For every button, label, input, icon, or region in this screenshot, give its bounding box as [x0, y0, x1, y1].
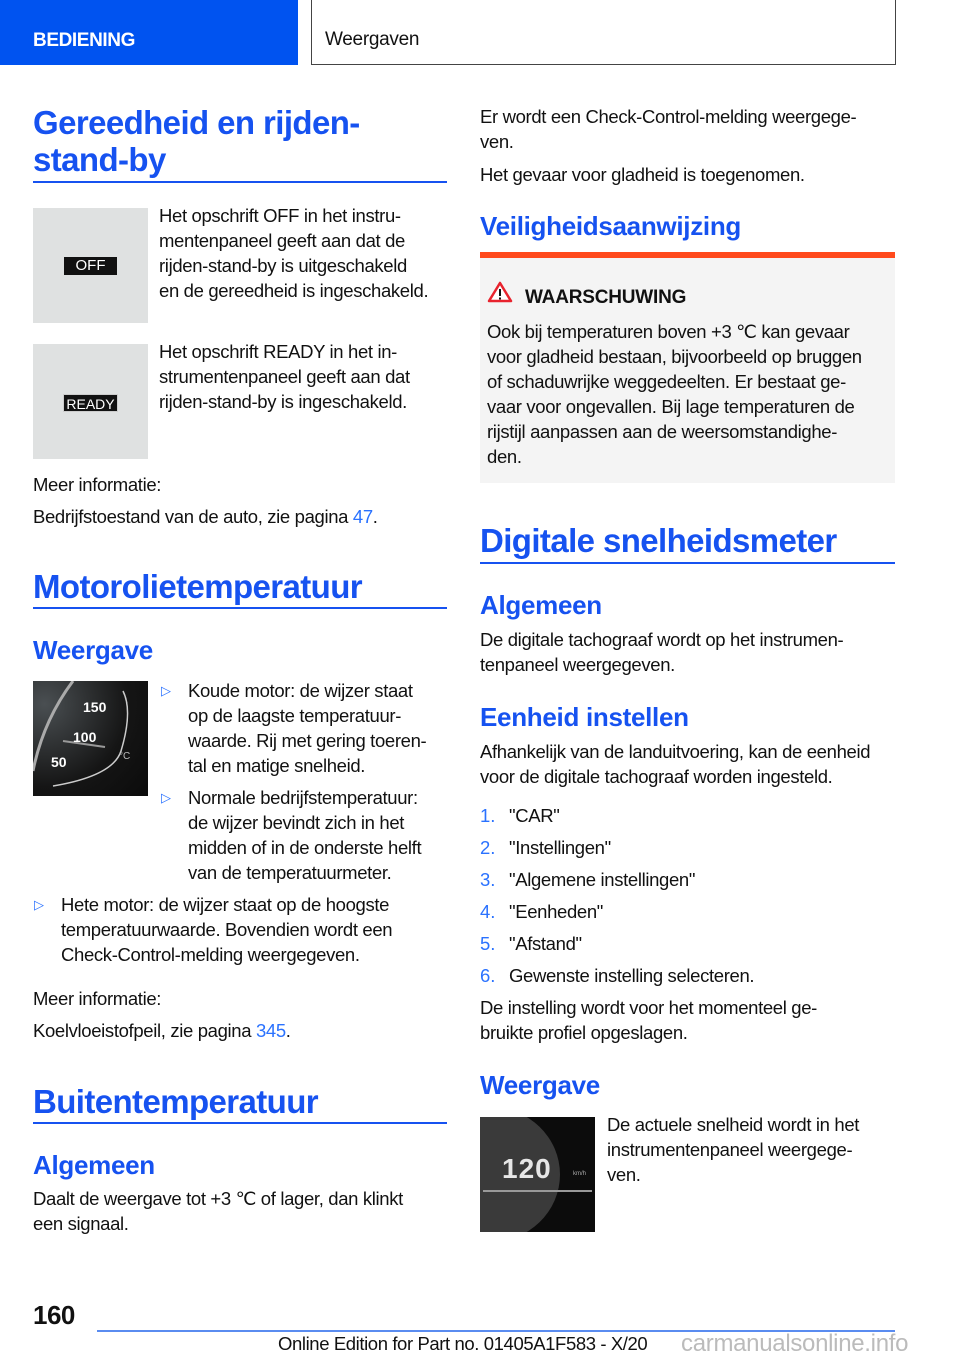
step-text: Gewenste instelling selecteren. — [509, 965, 755, 986]
ref-end: . — [285, 1020, 291, 1041]
heading-rule — [33, 1122, 447, 1124]
speed-display-text: De actuele snelheid wordt in het instrumentenpaneel weergege- ven. — [607, 1114, 860, 1185]
step-text: "Afstand" — [509, 933, 582, 954]
more-info-label: Meer informatie: — [33, 474, 162, 495]
section-label: BEDIENING — [33, 30, 135, 51]
bullet-normal-temp: Normale bedrijfstemperatuur: de wijzer bevindt zich in het midden of in de onderste helft van de temperatuurmeter. — [188, 787, 422, 883]
warning-triangle-icon — [487, 281, 513, 303]
bullet-icon: ▷ — [161, 683, 171, 698]
page-link-345[interactable]: 345 — [255, 1020, 286, 1041]
subsection-box — [311, 0, 896, 65]
heading-safety: Veiligheidsaanwijzing — [480, 211, 741, 241]
warning-text: Ook bij temperaturen boven +3 ℃ kan gevaar voor gladheid bestaan, bijvoorbeeld op bruggen of schaduwrijke weggedeelten. Er bestaat ge- vaar voor ongevallen. Bij lage temperaturen de rijstijl aanpassen aan de weersomstandighe- den. — [487, 321, 862, 467]
watermark: carmanualsonline.info — [681, 1330, 909, 1357]
bullet-hot-engine: Hete motor: de wijzer staat op de hoogste temperatuurwaarde. Bovendien wordt een Check-Control-melding weergegeven. — [61, 894, 393, 965]
more-info-label: Meer informatie: — [33, 988, 162, 1009]
gauge-50: 50 — [51, 754, 67, 770]
speed-display-image — [480, 1117, 595, 1232]
step-text: "Eenheden" — [509, 901, 603, 922]
heading-outside-temperature: Buitentemperatuur — [33, 1083, 318, 1120]
general-text: De digitale tachograaf wordt op het instrumen- tenpaneel weergegeven. — [480, 629, 844, 675]
subheading-display: Weergave — [480, 1070, 600, 1100]
ref-end: . — [372, 506, 378, 527]
gauge-150: 150 — [83, 699, 107, 715]
speed-unit: km/h — [573, 1171, 587, 1177]
unit-text: Afhankelijk van de landuitvoering, kan de eenheid voor de digitale tachograaf worden ingesteld. — [480, 741, 871, 787]
page-number: 160 — [33, 1300, 75, 1330]
gauge-100: 100 — [73, 729, 97, 745]
heading-digital-speedometer: Digitale snelheidsmeter — [480, 522, 837, 559]
profile-saved-text: De instelling wordt voor het momenteel ge- bruikte profiel opgeslagen. — [480, 997, 817, 1043]
step-text: "Instellingen" — [509, 837, 611, 858]
page-link-47[interactable]: 47 — [352, 506, 373, 527]
more-info-ref — [33, 504, 378, 529]
more-info-ref — [33, 1018, 291, 1043]
heading-standby: Gereedheid en rijden- stand-by — [33, 104, 360, 178]
off-indicator-image — [33, 208, 148, 323]
step-number: 1. — [480, 805, 496, 826]
subheading-set-unit: Eenheid instellen — [480, 702, 689, 732]
step-number: 4. — [480, 901, 496, 922]
edition-text: Online Edition for Part no. 01405A1F583 - X/20 — [278, 1333, 648, 1354]
heading-rule — [33, 607, 447, 609]
off-badge: OFF — [64, 257, 117, 275]
bullet-cold-engine: Koude motor: de wijzer staat op de laagste temperatuur- waarde. Rij met gering toeren- tal en matige snelheid. — [188, 680, 427, 776]
ready-badge: READY — [63, 394, 118, 412]
step-number: 3. — [480, 869, 496, 890]
step-number: 5. — [480, 933, 496, 954]
outside-temp-text: Daalt de weergave tot +3 ℃ of lager, dan klinkt een signaal. — [33, 1188, 403, 1234]
bullet-icon: ▷ — [34, 897, 44, 912]
ref-text: Koelvloeistofpeil, zie pagina — [33, 1020, 256, 1041]
off-description: Het opschrift OFF in het instru- mentenpaneel geeft aan dat de rijden-stand-by is uitgeschakeld en de gereedheid is ingeschakeld. — [159, 205, 429, 301]
oil-gauge-image — [33, 681, 148, 796]
gauge-unit: °C — [119, 751, 131, 762]
step-number: 2. — [480, 837, 496, 858]
ref-text: Bedrijfstoestand van de auto, zie pagina — [33, 506, 353, 527]
subheading-general: Algemeen — [33, 1150, 155, 1180]
heading-rule — [33, 181, 447, 183]
ready-indicator-image — [33, 344, 148, 459]
warning-title: WAARSCHUWING — [525, 287, 687, 308]
speed-value: 120 — [502, 1153, 552, 1184]
section-tab — [0, 0, 298, 65]
subsection-label: Weergaven — [325, 29, 420, 50]
step-text: "CAR" — [509, 805, 560, 826]
warning-box — [480, 252, 895, 483]
subheading-general: Algemeen — [480, 590, 602, 620]
subheading-display: Weergave — [33, 635, 153, 665]
ready-description: Het opschrift READY in het in- strumentenpaneel geeft aan dat rijden-stand-by is ingeschakeld. — [159, 341, 410, 412]
slippery-text: Het gevaar voor gladheid is toegenomen. — [480, 164, 805, 185]
heading-rule — [480, 562, 895, 564]
heading-oil-temperature: Motorolietemperatuur — [33, 568, 363, 605]
display-line — [483, 1190, 592, 1192]
check-control-text: Er wordt een Check-Control-melding weergege- ven. — [480, 106, 857, 152]
bullet-icon: ▷ — [161, 790, 171, 805]
step-number: 6. — [480, 965, 496, 986]
step-text: "Algemene instellingen" — [509, 869, 696, 890]
